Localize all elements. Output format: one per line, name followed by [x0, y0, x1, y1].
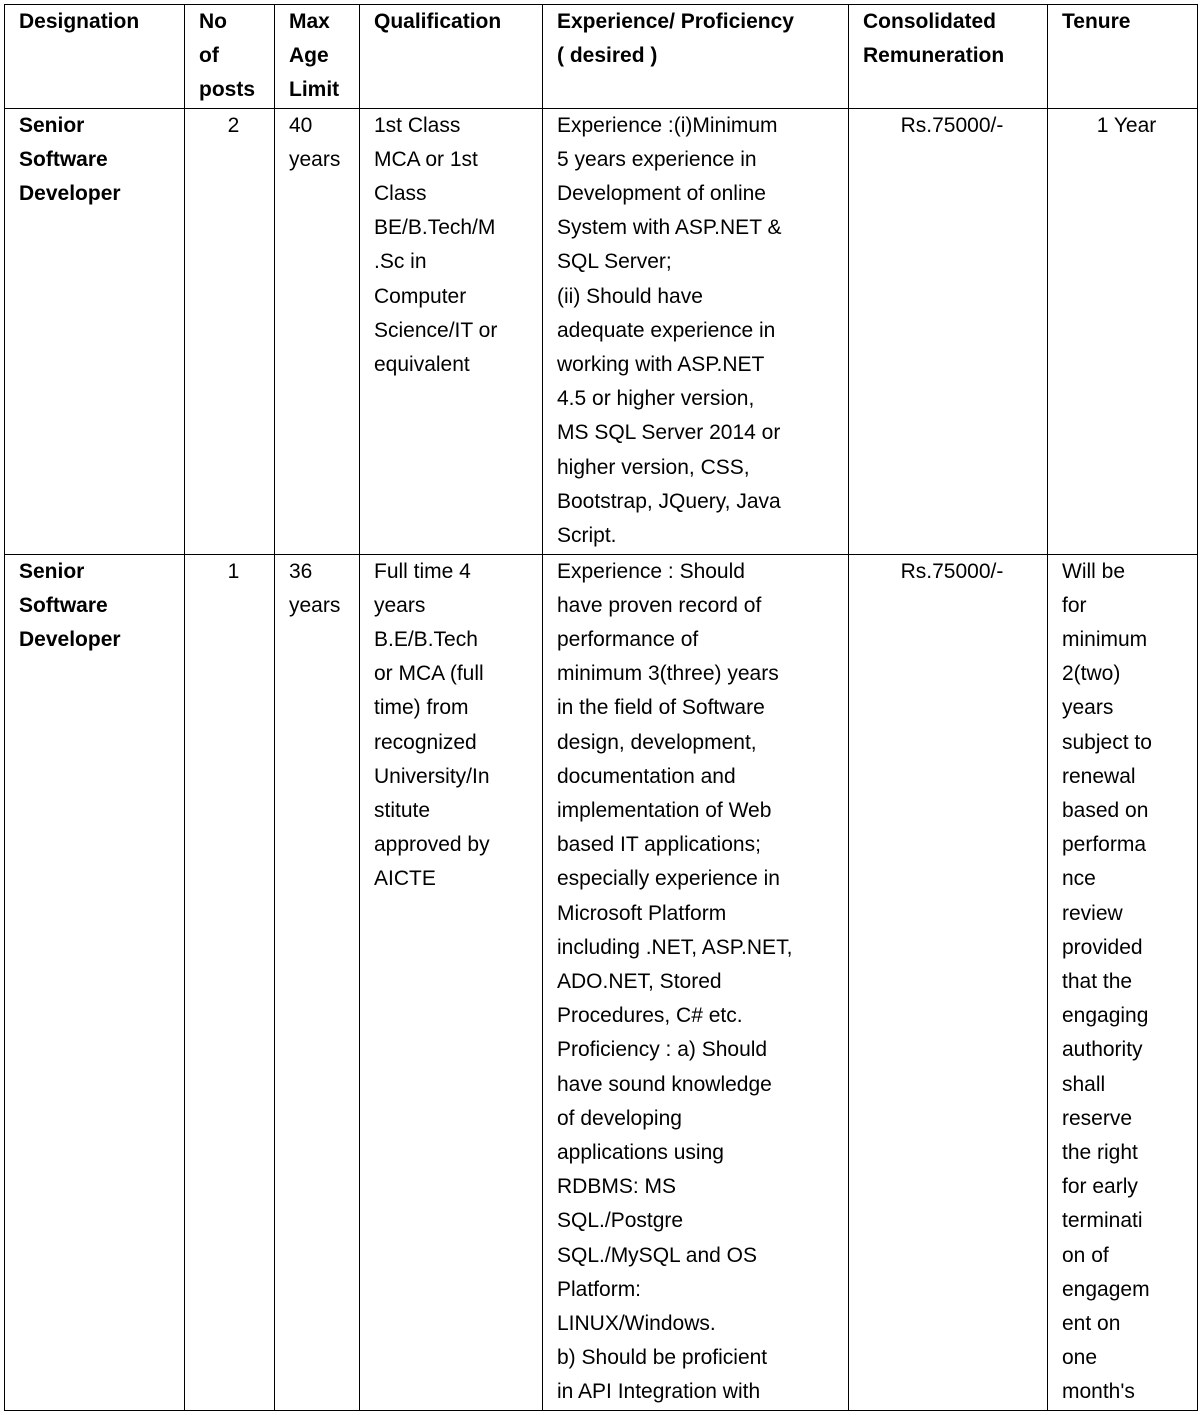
header-experience-proficiency: Experience/ Proficiency ( desired ): [543, 5, 849, 109]
cell-tenure: Will be for minimum 2(two) years subject to renewal based on performa nce review provided that the engaging authority shall reserve the right for early terminati on of engagem ent on one month's: [1048, 554, 1198, 1410]
header-designation: Designation: [5, 5, 185, 109]
table-row: [5, 554, 1198, 1410]
cell-remuneration: Rs.75000/-: [849, 108, 1048, 554]
cell-qualification: Full time 4 years B.E/B.Tech or MCA (full time) from recognized University/In stitute approved by AICTE: [360, 554, 543, 1410]
header-consolidated-remuneration: Consolidated Remuneration: [849, 5, 1048, 109]
table-row: [5, 108, 1198, 554]
cell-no-of-posts: 2: [185, 108, 275, 554]
cell-no-of-posts: 1: [185, 554, 275, 1410]
cell-experience: Experience :(i)Minimum 5 years experience in Development of online System with ASP.NET & SQL Server; (ii) Should have adequate experience in working with ASP.NET 4.5 or higher version, MS SQL Server 2014 or higher version, CSS, Bootstrap, JQuery, Java Script.: [543, 108, 849, 554]
cell-remuneration: Rs.75000/-: [849, 554, 1048, 1410]
cell-qualification: 1st Class MCA or 1st Class BE/B.Tech/M .Sc in Computer Science/IT or equivalent: [360, 108, 543, 554]
cell-max-age: 40 years: [275, 108, 360, 554]
cell-experience: Experience : Should have proven record of performance of minimum 3(three) years in the field of Software design, development, documentation and implementation of Web based IT applications; especially experience in Microsoft Platform including .NET, ASP.NET, ADO.NET, Stored Procedures, C# etc. Proficiency : a) Should have sound knowledge of developing applications using RDBMS: MS SQL./Postgre SQL./MySQL and OS Platform: LINUX/Windows. b) Should be proficient in API Integration with: [543, 554, 849, 1410]
cell-max-age: 36 years: [275, 554, 360, 1410]
cell-designation: Senior Software Developer: [5, 554, 185, 1410]
header-no-of-posts: No of posts: [185, 5, 275, 109]
table-header-row: [5, 5, 1198, 109]
job-posts-table: [4, 4, 1198, 1411]
cell-tenure: 1 Year: [1048, 108, 1198, 554]
cell-designation: Senior Software Developer: [5, 108, 185, 554]
header-max-age-limit: Max Age Limit: [275, 5, 360, 109]
header-qualification: Qualification: [360, 5, 543, 109]
header-tenure: Tenure: [1048, 5, 1198, 109]
